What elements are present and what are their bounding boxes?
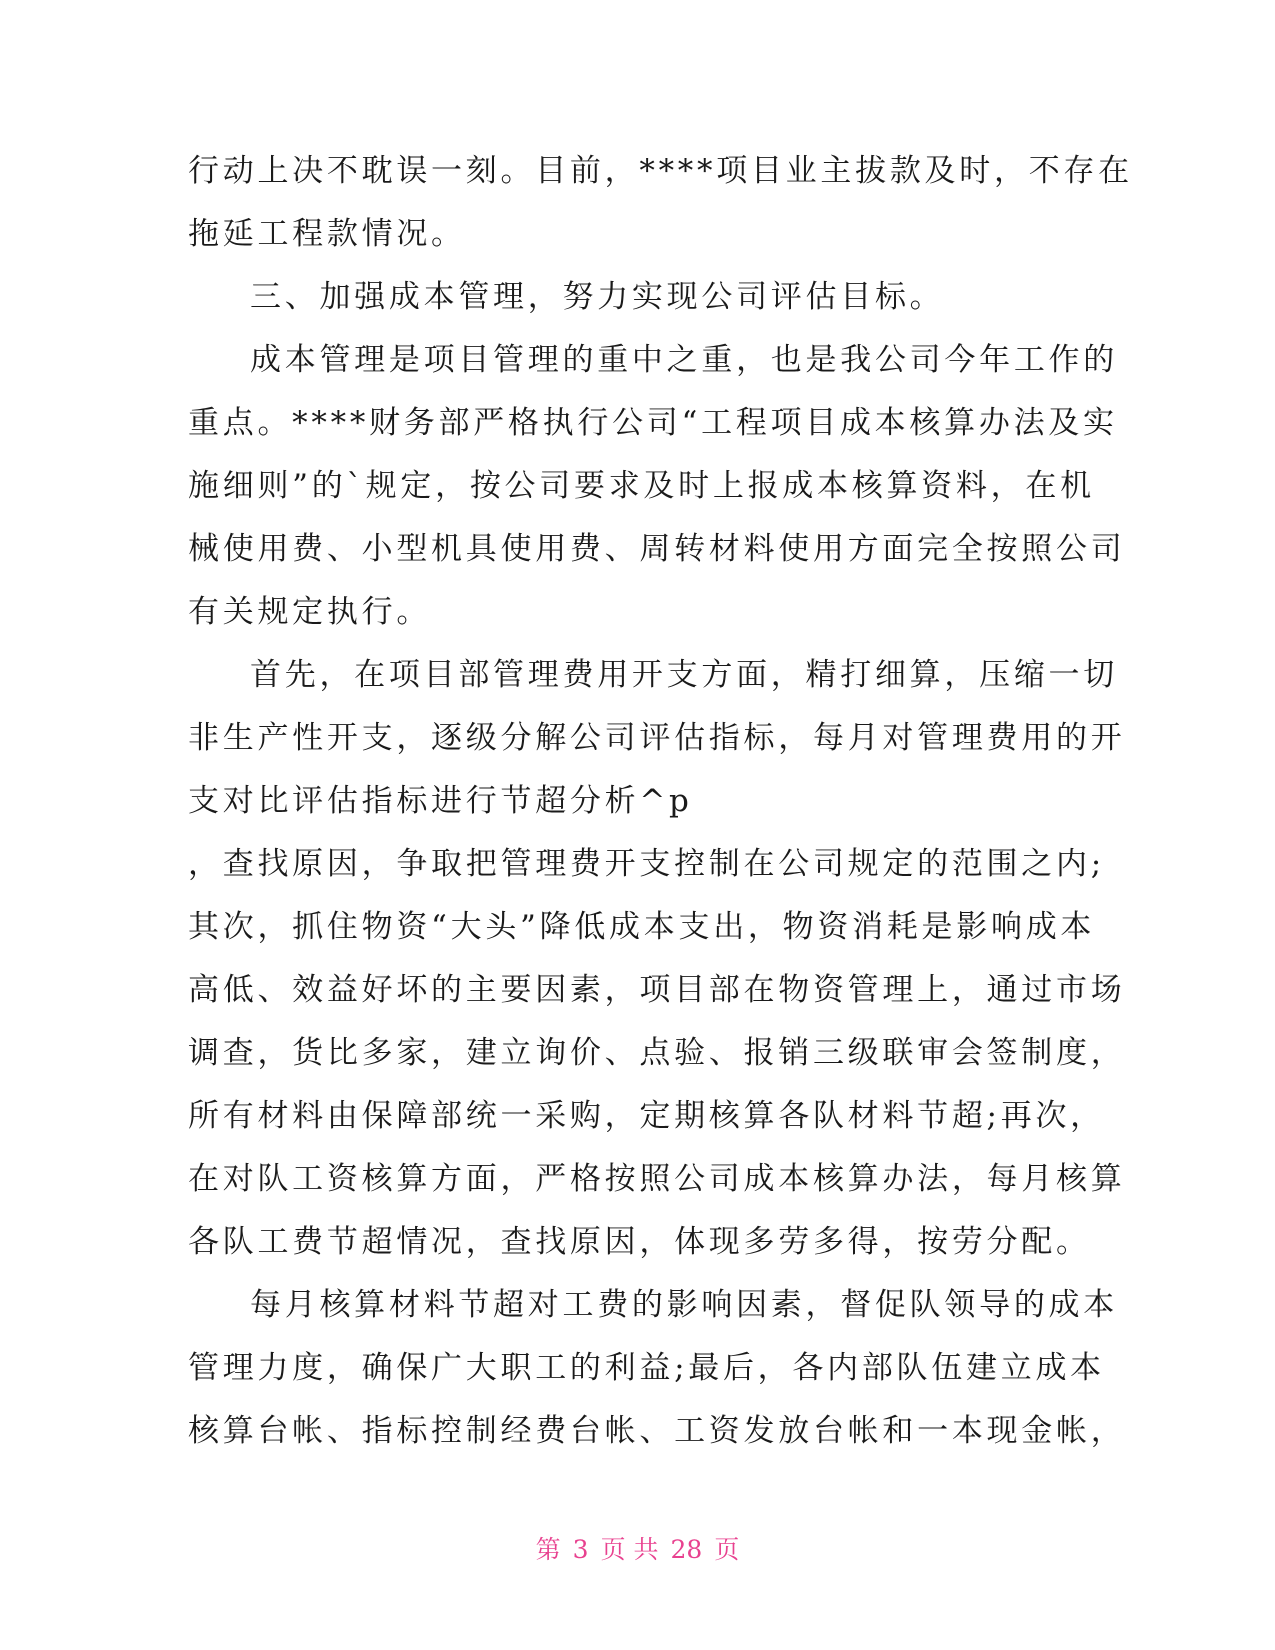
page-footer (0, 1530, 1275, 1566)
paragraph (188, 266, 1080, 329)
text-line: 各队工费节超情况，查找原因，体现多劳多得，按劳分配。 (188, 1224, 1091, 1260)
footer-suffix: 页 (714, 1535, 740, 1564)
text-line: 拖延工程款情况。 (188, 216, 466, 252)
text-line: 行动上决不耽误一刻。目前，****项目业主拔款及时，不存在 (188, 153, 1133, 189)
paragraph (188, 140, 1133, 266)
document-body (188, 140, 1133, 1463)
paragraph (188, 1274, 1126, 1463)
footer-prefix: 第 (535, 1535, 561, 1564)
text-line: 支对比评估指标进行节超分析^p (188, 783, 693, 819)
paragraph (188, 644, 1126, 833)
text-line: 施细则”的`规定，按公司要求及时上报成本核算资料，在机 (188, 468, 1095, 504)
text-line: 核算台帐、指标控制经费台帐、工资发放台帐和一本现金帐， (188, 1413, 1126, 1449)
text-line: 高低、效益好坏的主要因素，项目部在物资管理上，通过市场 (188, 972, 1126, 1008)
text-line: 非生产性开支，逐级分解公司评估指标，每月对管理费用的开 (188, 720, 1126, 756)
text-line: 三、加强成本管理，努力实现公司评估目标。 (250, 279, 945, 315)
text-line: 首先，在项目部管理费用开支方面，精打细算，压缩一切 (250, 657, 1118, 693)
text-line: 重点。****财务部严格执行公司“工程项目成本核算办法及实 (188, 405, 1118, 441)
text-line: 调查，货比多家，建立询价、点验、报销三级联审会签制度， (188, 1035, 1126, 1071)
footer-middle: 页 共 (600, 1535, 659, 1564)
footer-page-number: 3 (572, 1535, 589, 1564)
text-line: 在对队工资核算方面，严格按照公司成本核算办法，每月核算 (188, 1161, 1126, 1197)
text-line: 所有材料由保障部统一采购，定期核算各队材料节超;再次， (188, 1098, 1105, 1134)
text-line: 械使用费、小型机具使用费、周转材料使用方面完全按照公司 (188, 531, 1126, 567)
text-line: 有关规定执行。 (188, 594, 432, 630)
text-line: 每月核算材料节超对工费的影响因素，督促队领导的成本 (250, 1287, 1118, 1323)
text-line: 管理力度，确保广大职工的利益;最后，各内部队伍建立成本 (188, 1350, 1105, 1386)
text-line: 成本管理是项目管理的重中之重，也是我公司今年工作的 (250, 342, 1118, 378)
footer-total-pages: 28 (670, 1535, 703, 1564)
text-line: 其次，抓住物资“大头”降低成本支出，物资消耗是影响成本 (188, 909, 1096, 945)
text-line: ，查找原因，争取把管理费开支控制在公司规定的范围之内; (188, 846, 1105, 882)
paragraph (188, 833, 1126, 1274)
paragraph (188, 329, 1126, 644)
